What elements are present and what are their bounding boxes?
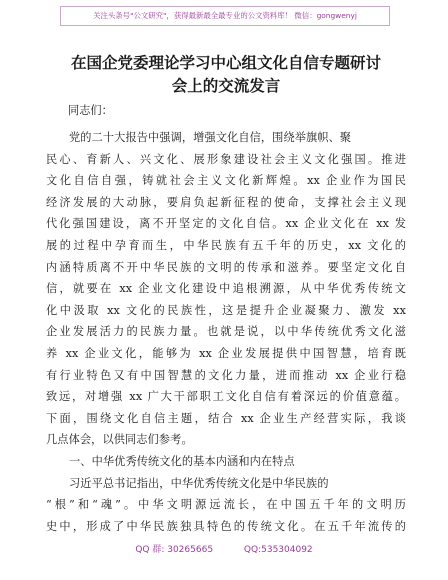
document-body bbox=[46, 127, 406, 537]
body-line: 史中，形成了中华民族独具特色的传统文化。在五千年流传的 bbox=[46, 519, 406, 533]
body-line: 文化自信自强，铸就社会主义文化新辉煌。xx 企业作为国民 bbox=[46, 174, 406, 188]
salutation: 同志们： bbox=[68, 104, 113, 117]
section-heading: 一、中华优秀传统文化的基本内涵和内在特点 bbox=[69, 454, 295, 468]
body-line: 经济发展的大动脉，要肩负起新征程的使命，支撑社会主义现 bbox=[46, 195, 406, 209]
body-line: 致远，对增强 xx 广大干部职工文化自信有着深远的价值意蕴。 bbox=[46, 390, 406, 404]
body-line: 有行业特色又有中国智慧的文化力量，进而推动 xx 企业行稳 bbox=[46, 368, 406, 382]
footer-qq-group: QQ 群: 30265665 bbox=[135, 545, 214, 555]
body-line: 化中汲取 xx 文化的民族性，这是提升企业凝聚力、激发 xx bbox=[46, 303, 406, 317]
body-line: 代化强国建设，离不开坚定的文化自信。xx 企业文化在 xx 发 bbox=[46, 217, 406, 231]
footer-qq: QQ:535304092 bbox=[243, 545, 313, 555]
body-line: 企业发展活力的民族力量。也就是说，以中华传统优秀文化滋 bbox=[46, 325, 406, 339]
footer-contact bbox=[0, 542, 448, 555]
title-line-2: 会上的交流发言 bbox=[171, 77, 281, 95]
body-line: 民心、育新人、兴文化、展形象建设社会主义文化强国。推进 bbox=[46, 152, 406, 166]
body-line: 展的过程中孕育而生，中华民族有五千年的历史，xx 文化的 bbox=[46, 238, 406, 252]
body-line: 下面，围绕文化自信主题，结合 xx 企业生产经营实际，我谈 bbox=[46, 411, 406, 425]
header-note: 关注头条号"公文研究"，获得最新最全最专业的公文资料库！ 微信：gongwenyj bbox=[60, 6, 390, 26]
body-line: 内涵特质离不开中华民族的文明的传承和滋养。要坚定文化自 bbox=[46, 260, 406, 274]
document-title bbox=[40, 52, 412, 98]
body-line: 信，就要在 xx 企业文化建设中追根溯源，从中华优秀传统文 bbox=[46, 282, 406, 296]
body-line: 几点体会，以供同志们参考。 bbox=[46, 433, 193, 447]
body-line: 党的二十大报告中强调，增强文化自信，围绕举旗帜、聚 bbox=[69, 131, 352, 144]
body-line: 习近平总书记指出，中华优秀传统文化是中华民族的 bbox=[69, 476, 329, 490]
body-line: 养 xx 企业文化，能够为 xx 企业发展提供中国智慧，培育既 bbox=[46, 346, 406, 360]
body-line: “根”和“魂”。中华文明源远流长，在中国五千年的文明历 bbox=[46, 498, 406, 512]
title-line-1: 在国企党委理论学习中心组文化自信专题研讨 bbox=[70, 54, 381, 72]
